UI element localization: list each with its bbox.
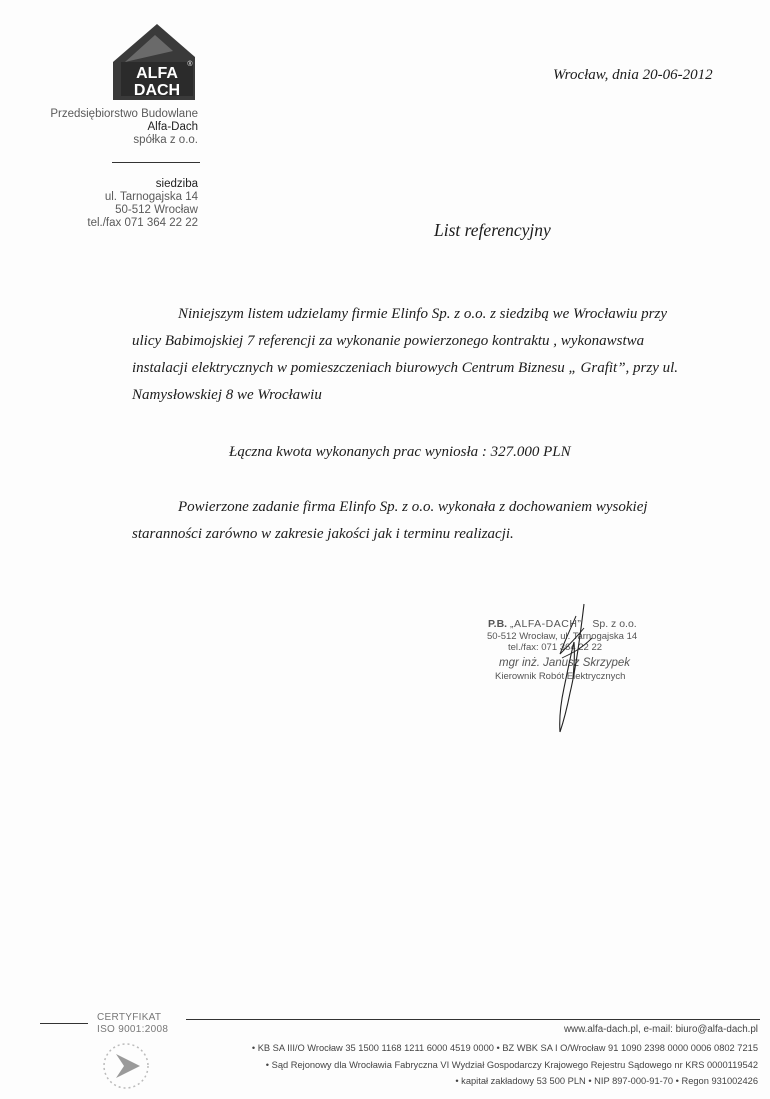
stamp-role: Kierownik Robót Elektrycznych [495, 671, 626, 682]
footer-divider [186, 1019, 760, 1020]
seat-info [87, 178, 198, 230]
stamp-address: 50-512 Wrocław, ul. Tarnogajska 14 [487, 631, 638, 642]
header-divider [112, 162, 200, 163]
paragraph-2-line: staranności zarówno w zakresie jakości jak i terminu realizacji. [132, 526, 514, 542]
paragraph-2-line: Powierzone zadanie firma Elinfo Sp. z o.o. wykonała z dochowaniem wysokiej [178, 499, 648, 515]
footer-email[interactable]: biuro@alfa-dach.pl [675, 1024, 758, 1035]
letter-date: Wrocław, dnia 20-06-2012 [553, 67, 713, 83]
seat-label: siedziba [155, 178, 198, 190]
footer-bank: • KB SA III/O Wrocław 35 1500 1168 1211 6000 4519 0000 • BZ WBK SA I O/Wrocław 91 1090 2398 0000 0006 0802 7215 [251, 1043, 758, 1053]
paragraph-1-line: instalacji elektrycznych w pomieszczeniach biurowych Centrum Biznesu „ Grafit”, przy ul. [132, 360, 679, 376]
certificate-label: CERTYFIKAT [97, 1012, 162, 1023]
stamp-phone: tel./fax: 071 364 22 22 [508, 642, 603, 653]
amount-line: Łączna kwota wykonanych prac wyniosła : 327.000 PLN [229, 444, 571, 460]
seat-city: 50-512 Wrocław [115, 204, 198, 216]
stamp-prefix: P.B. [488, 618, 508, 630]
paragraph-1-line: Niniejszym listem udzielamy firmie Elinfo Sp. z o.o. z siedzibą we Wrocławiu przy [178, 306, 668, 322]
company-info [50, 108, 198, 147]
footer-email-label: e-mail: [643, 1024, 673, 1035]
logo-line2: DACH [133, 82, 181, 99]
stamp-form: Sp. z o.o. [592, 618, 637, 630]
company-form: spółka z o.o. [133, 134, 198, 146]
stamp-company: „ALFA-DACH” [510, 618, 582, 630]
letter-title: List referencyjny [434, 220, 551, 240]
certificate-divider [40, 1023, 88, 1024]
footer-contact [564, 1024, 758, 1035]
paragraph-2 [132, 494, 692, 548]
paragraph-1-line: Namysłowskiej 8 we Wrocławiu [132, 387, 322, 403]
certificate [97, 1012, 168, 1036]
company-name: Alfa-Dach [147, 121, 198, 133]
certification-mark-icon [98, 1040, 154, 1092]
alfa-dach-logo [105, 22, 199, 102]
logo-line1: ALFA [136, 65, 178, 82]
paragraph-1-line: ulicy Babimojskiej 7 referencji za wykonanie powierzonego kontraktu , wykonawstwa [132, 333, 645, 349]
seat-street: ul. Tarnogajska 14 [104, 191, 198, 203]
seat-phone: tel./fax 071 364 22 22 [87, 217, 198, 229]
company-type: Przedsiębiorstwo Budowlane [50, 108, 198, 120]
logo-registered: ® [187, 61, 193, 68]
stamp-signer: mgr inż. Janusz Skrzypek [499, 657, 631, 669]
paragraph-1 [132, 301, 692, 409]
footer-website[interactable]: www.alfa-dach.pl, [563, 1024, 641, 1035]
certificate-standard: ISO 9001:2008 [97, 1024, 169, 1035]
footer-capital: • kapitał zakładowy 53 500 PLN • NIP 897-000-91-70 • Regon 931002426 [455, 1076, 758, 1086]
signature [540, 598, 600, 738]
footer-court: • Sąd Rejonowy dla Wrocławia Fabryczna VI Wydział Gospodarczy Krajowego Rejestru Sądowego nr KRS 0000119542 [265, 1060, 758, 1070]
